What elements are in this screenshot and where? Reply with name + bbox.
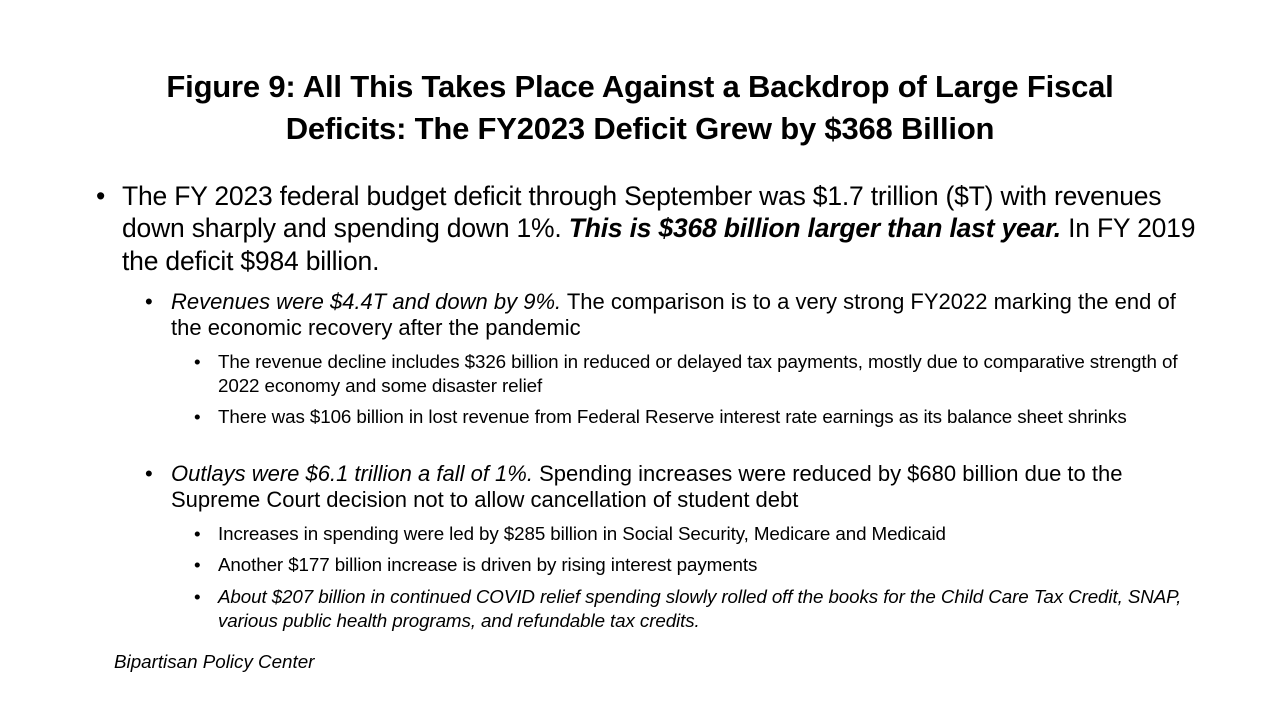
outlays-sub-bullet-3 [194, 585, 1188, 634]
revenues-sub-bullet-2 [194, 405, 1188, 429]
revenues-sub-text-1: The revenue decline includes $326 billion in reduced or delayed tax payments, mostly due to comparative strength of 2022 economy and some disaster relief [218, 351, 1178, 397]
outlays-sub-bullet-1 [194, 522, 1188, 546]
main-bullet [96, 180, 1202, 277]
bullet-dot: • [145, 461, 153, 486]
outlays-sub-text-3: About $207 billion in continued COVID relief spending slowly rolled off the books for the Child Care Tax Credit, SNAP, various public health programs, and refundable tax credits. [218, 586, 1182, 632]
outlays-sub-bullet-2 [194, 553, 1188, 577]
bullet-dot: • [194, 554, 201, 575]
title-line-2: Deficits: The FY2023 Deficit Grew by $368 Billion [285, 111, 995, 146]
revenues-sub-text-2: There was $106 billion in lost revenue from Federal Reserve interest rate earnings as its balance sheet shrinks [218, 406, 1127, 427]
outlays-bullet [145, 461, 1181, 512]
revenues-sub-bullet-1 [194, 350, 1188, 399]
revenues-bullet [145, 289, 1181, 340]
bullet-dot: • [194, 351, 201, 372]
outlays-lead: Outlays were $6.1 trillion a fall of 1%. [171, 461, 533, 486]
title-line-1: Figure 9: All This Takes Place Against a Backdrop of Large Fiscal [166, 69, 1114, 104]
bullet-dot: • [194, 586, 201, 607]
bullet-dot: • [194, 406, 201, 427]
source-credit: Bipartisan Policy Center [114, 651, 315, 672]
main-bullet-text-2: In FY 2019 the deficit $984 billion. [122, 213, 1196, 276]
bullet-dot: • [145, 289, 153, 314]
outlays-sub-text-2: Another $177 billion increase is driven by rising interest payments [218, 554, 758, 575]
bullet-dot: • [194, 523, 201, 544]
revenues-rest: The comparison is to a very strong FY2022 marking the end of the economic recovery after the pandemic [171, 289, 1176, 340]
slide-title [100, 66, 1180, 150]
bullet-dot: • [96, 181, 106, 211]
outlays-rest: Spending increases were reduced by $680 billion due to the Supreme Court decision not to allow cancellation of student debt [171, 461, 1123, 512]
main-bullet-emphasis: This is $368 billion larger than last year. [568, 213, 1061, 244]
revenues-lead: Revenues were $4.4T and down by 9%. [171, 289, 562, 314]
outlays-sub-text-1: Increases in spending were led by $285 billion in Social Security, Medicare and Medicaid [218, 523, 946, 544]
main-bullet-text-1: The FY 2023 federal budget deficit through September was $1.7 trillion ($T) with revenues down sharply and spending down 1%. [122, 181, 1162, 244]
